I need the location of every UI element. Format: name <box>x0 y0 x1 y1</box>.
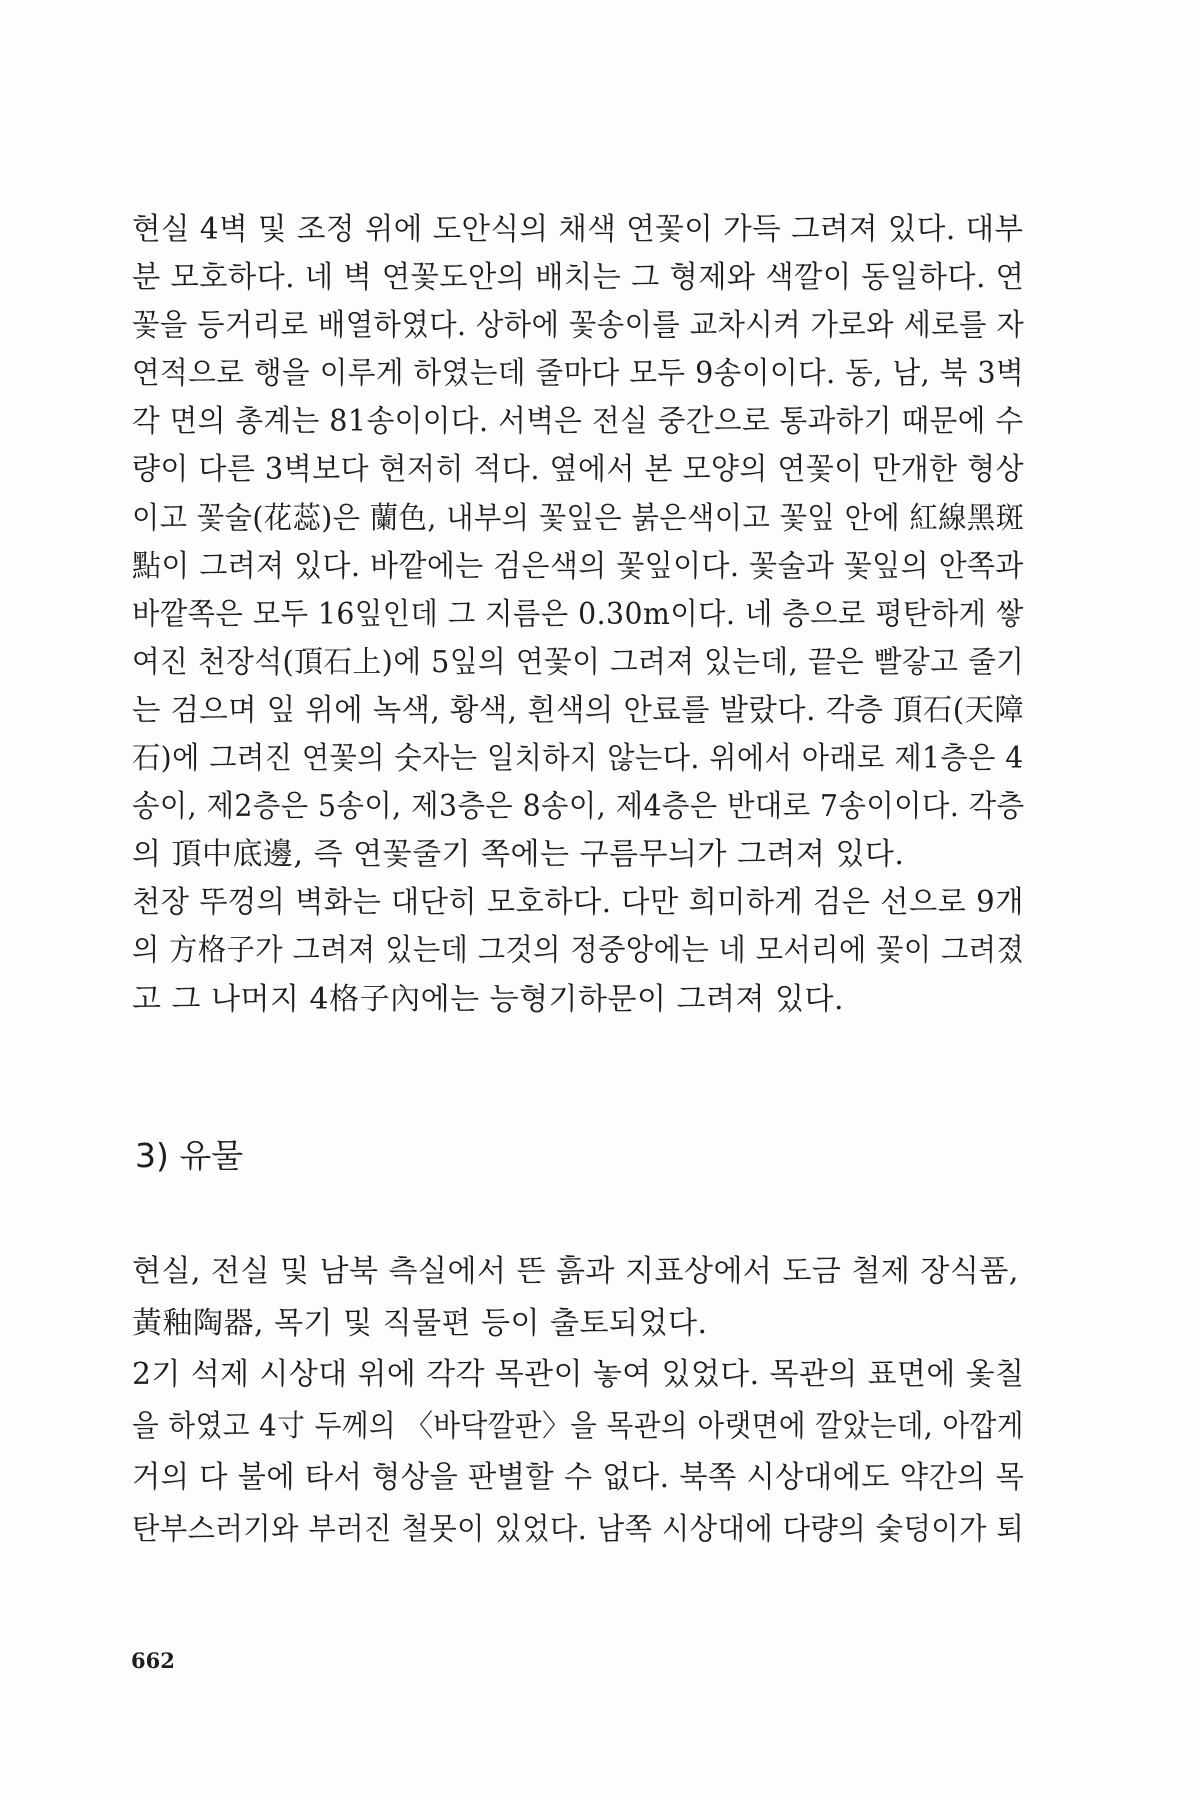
section-heading: 3) 유물 <box>135 1136 244 1175</box>
text-line: 을 하였고 4寸 두께의 〈바닥깔판〉을 목관의 아랫면에 깔았는데, 아깝게 <box>132 1408 1024 1444</box>
text-line: 여진 천장석(頂石上)에 5잎의 연꽃이 그려져 있는데, 끝은 빨갛고 줄기 <box>132 644 1025 680</box>
text-line: 분 모호하다. 네 벽 연꽃도안의 배치는 그 형제와 색깔이 동일하다. 연 <box>132 260 1025 296</box>
text-line: 천장 뚜껑의 벽화는 대단히 모호하다. 다만 희미하게 검은 선으로 9개 <box>132 885 1024 921</box>
text-line: 黃釉陶器, 목기 및 직물편 등이 출토되었다. <box>132 1305 708 1341</box>
text-line: 량이 다른 3벽보다 현저히 적다. 옆에서 본 모양의 연꽃이 만개한 형상 <box>132 452 1024 488</box>
text-line: 의 頂中底邊, 즉 연꽃줄기 쪽에는 구름무늬가 그려져 있다. <box>132 837 905 873</box>
text-line: 2기 석제 시상대 위에 각각 목관이 놓여 있었다. 목관의 표면에 옻칠 <box>132 1357 1025 1393</box>
text-line: 바깥쪽은 모두 16잎인데 그 지름은 0.30m이다. 네 층으로 평탄하게 쌓 <box>132 596 1024 632</box>
text-line: 點이 그려져 있다. 바깥에는 검은색의 꽃잎이다. 꽃술과 꽃잎의 안쪽과 <box>132 548 1024 584</box>
text-line: 연적으로 행을 이루게 하였는데 줄마다 모두 9송이이다. 동, 남, 북 3벽 <box>132 356 1025 392</box>
page-number: 662 <box>131 1648 175 1673</box>
text-line: 石)에 그려진 연꽃의 숫자는 일치하지 않는다. 위에서 아래로 제1층은 4 <box>132 741 1024 777</box>
text-line: 이고 꽃술(花蕊)은 蘭色, 내부의 꽃잎은 붉은색이고 꽃잎 안에 紅線黑斑 <box>132 500 1025 536</box>
text-line: 송이, 제2층은 5송이, 제3층은 8송이, 제4층은 반대로 7송이이다. 각층 <box>132 789 1025 825</box>
body-text-lower <box>132 1246 1024 1556</box>
text-line: 각 면의 총계는 81송이이다. 서벽은 전실 중간으로 통과하기 때문에 수 <box>132 404 1024 440</box>
text-line: 꽃을 등거리로 배열하였다. 상하에 꽃송이를 교차시켜 가로와 세로를 자 <box>132 308 1025 344</box>
text-line: 는 검으며 잎 위에 녹색, 황색, 흰색의 안료를 발랐다. 각층 頂石(天障 <box>132 692 1025 728</box>
text-line: 탄부스러기와 부러진 철못이 있었다. 남쪽 시상대에 다량의 숯덩이가 퇴 <box>132 1511 1025 1547</box>
text-line: 의 方格子가 그려져 있는데 그것의 정중앙에는 네 모서리에 꽃이 그려졌 <box>132 933 1025 969</box>
text-line: 현실 4벽 및 조정 위에 도안식의 채색 연꽃이 가득 그려져 있다. 대부 <box>132 212 1024 247</box>
text-line: 고 그 나머지 4格子內에는 능형기하문이 그려져 있다. <box>132 981 844 1017</box>
body-text-upper <box>132 206 1024 1024</box>
text-line: 현실, 전실 및 남북 측실에서 뜬 흙과 지표상에서 도금 철제 장식품, <box>132 1254 1019 1289</box>
text-line: 거의 다 불에 타서 형상을 판별할 수 없다. 북쪽 시상대에도 약간의 목 <box>132 1460 1025 1496</box>
